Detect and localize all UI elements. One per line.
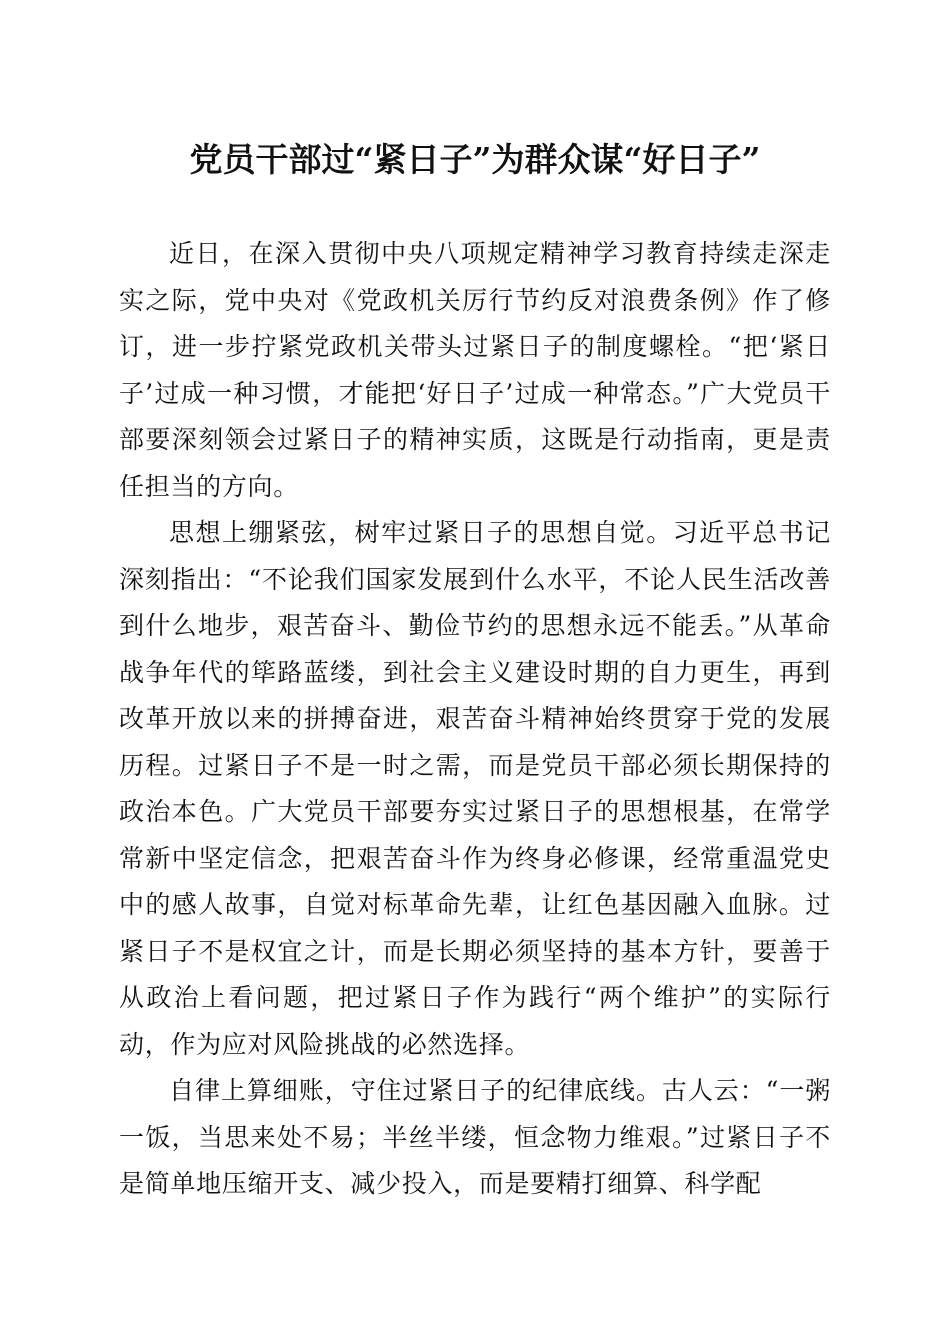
document-body [119, 231, 831, 1208]
paragraph-3: 自律上算细账，守住过紧日子的纪律底线。古人云：“一粥一饭，当思来处不易；半丝半缕，恒念物力维艰。”过紧日子不是简单地压缩开支、减少投入，而是要精打细算、科学配 [119, 1076, 831, 1198]
document-title: 党员干部过“紧日子”为群众谋“好日子” [189, 140, 761, 179]
paragraph-2: 思想上绷紧弦，树牢过紧日子的思想自觉。习近平总书记深刻指出：“不论我们国家发展到什么水平，不论人民生活改善到什么地步，艰苦奋斗、勤俭节约的思想永远不能丢。”从革命战争年代的筚路蓝缕，到社会主义建设时期的自力更生，再到改革开放以来的拼搏奋进，艰苦奋斗精神始终贯穿于党的发展历程。过紧日子不是一时之需，而是党员干部必须长期保持的政治本色。广大党员干部要夯实过紧日子的思想根基，在常学常新中坚定信念，把艰苦奋斗作为终身必修课，经常重温党史中的感人故事，自觉对标革命先辈，让红色基因融入血脉。过紧日子不是权宜之计，而是长期必须坚持的基本方针，要善于从政治上看问题，把过紧日子作为践行“两个维护”的实际行动，作为应对风险挑战的必然选择。 [119, 518, 831, 1059]
paragraph-1: 近日，在深入贯彻中央八项规定精神学习教育持续走深走实之际，党中央对《党政机关厉行节约反对浪费条例》作了修订，进一步拧紧党政机关带头过紧日子的制度螺栓。“把‘紧日子’过成一种习惯，才能把‘好日子’过成一种常态。”广大党员干部要深刻领会过紧日子的精神实质，这既是行动指南，更是责任担当的方向。 [119, 239, 831, 501]
